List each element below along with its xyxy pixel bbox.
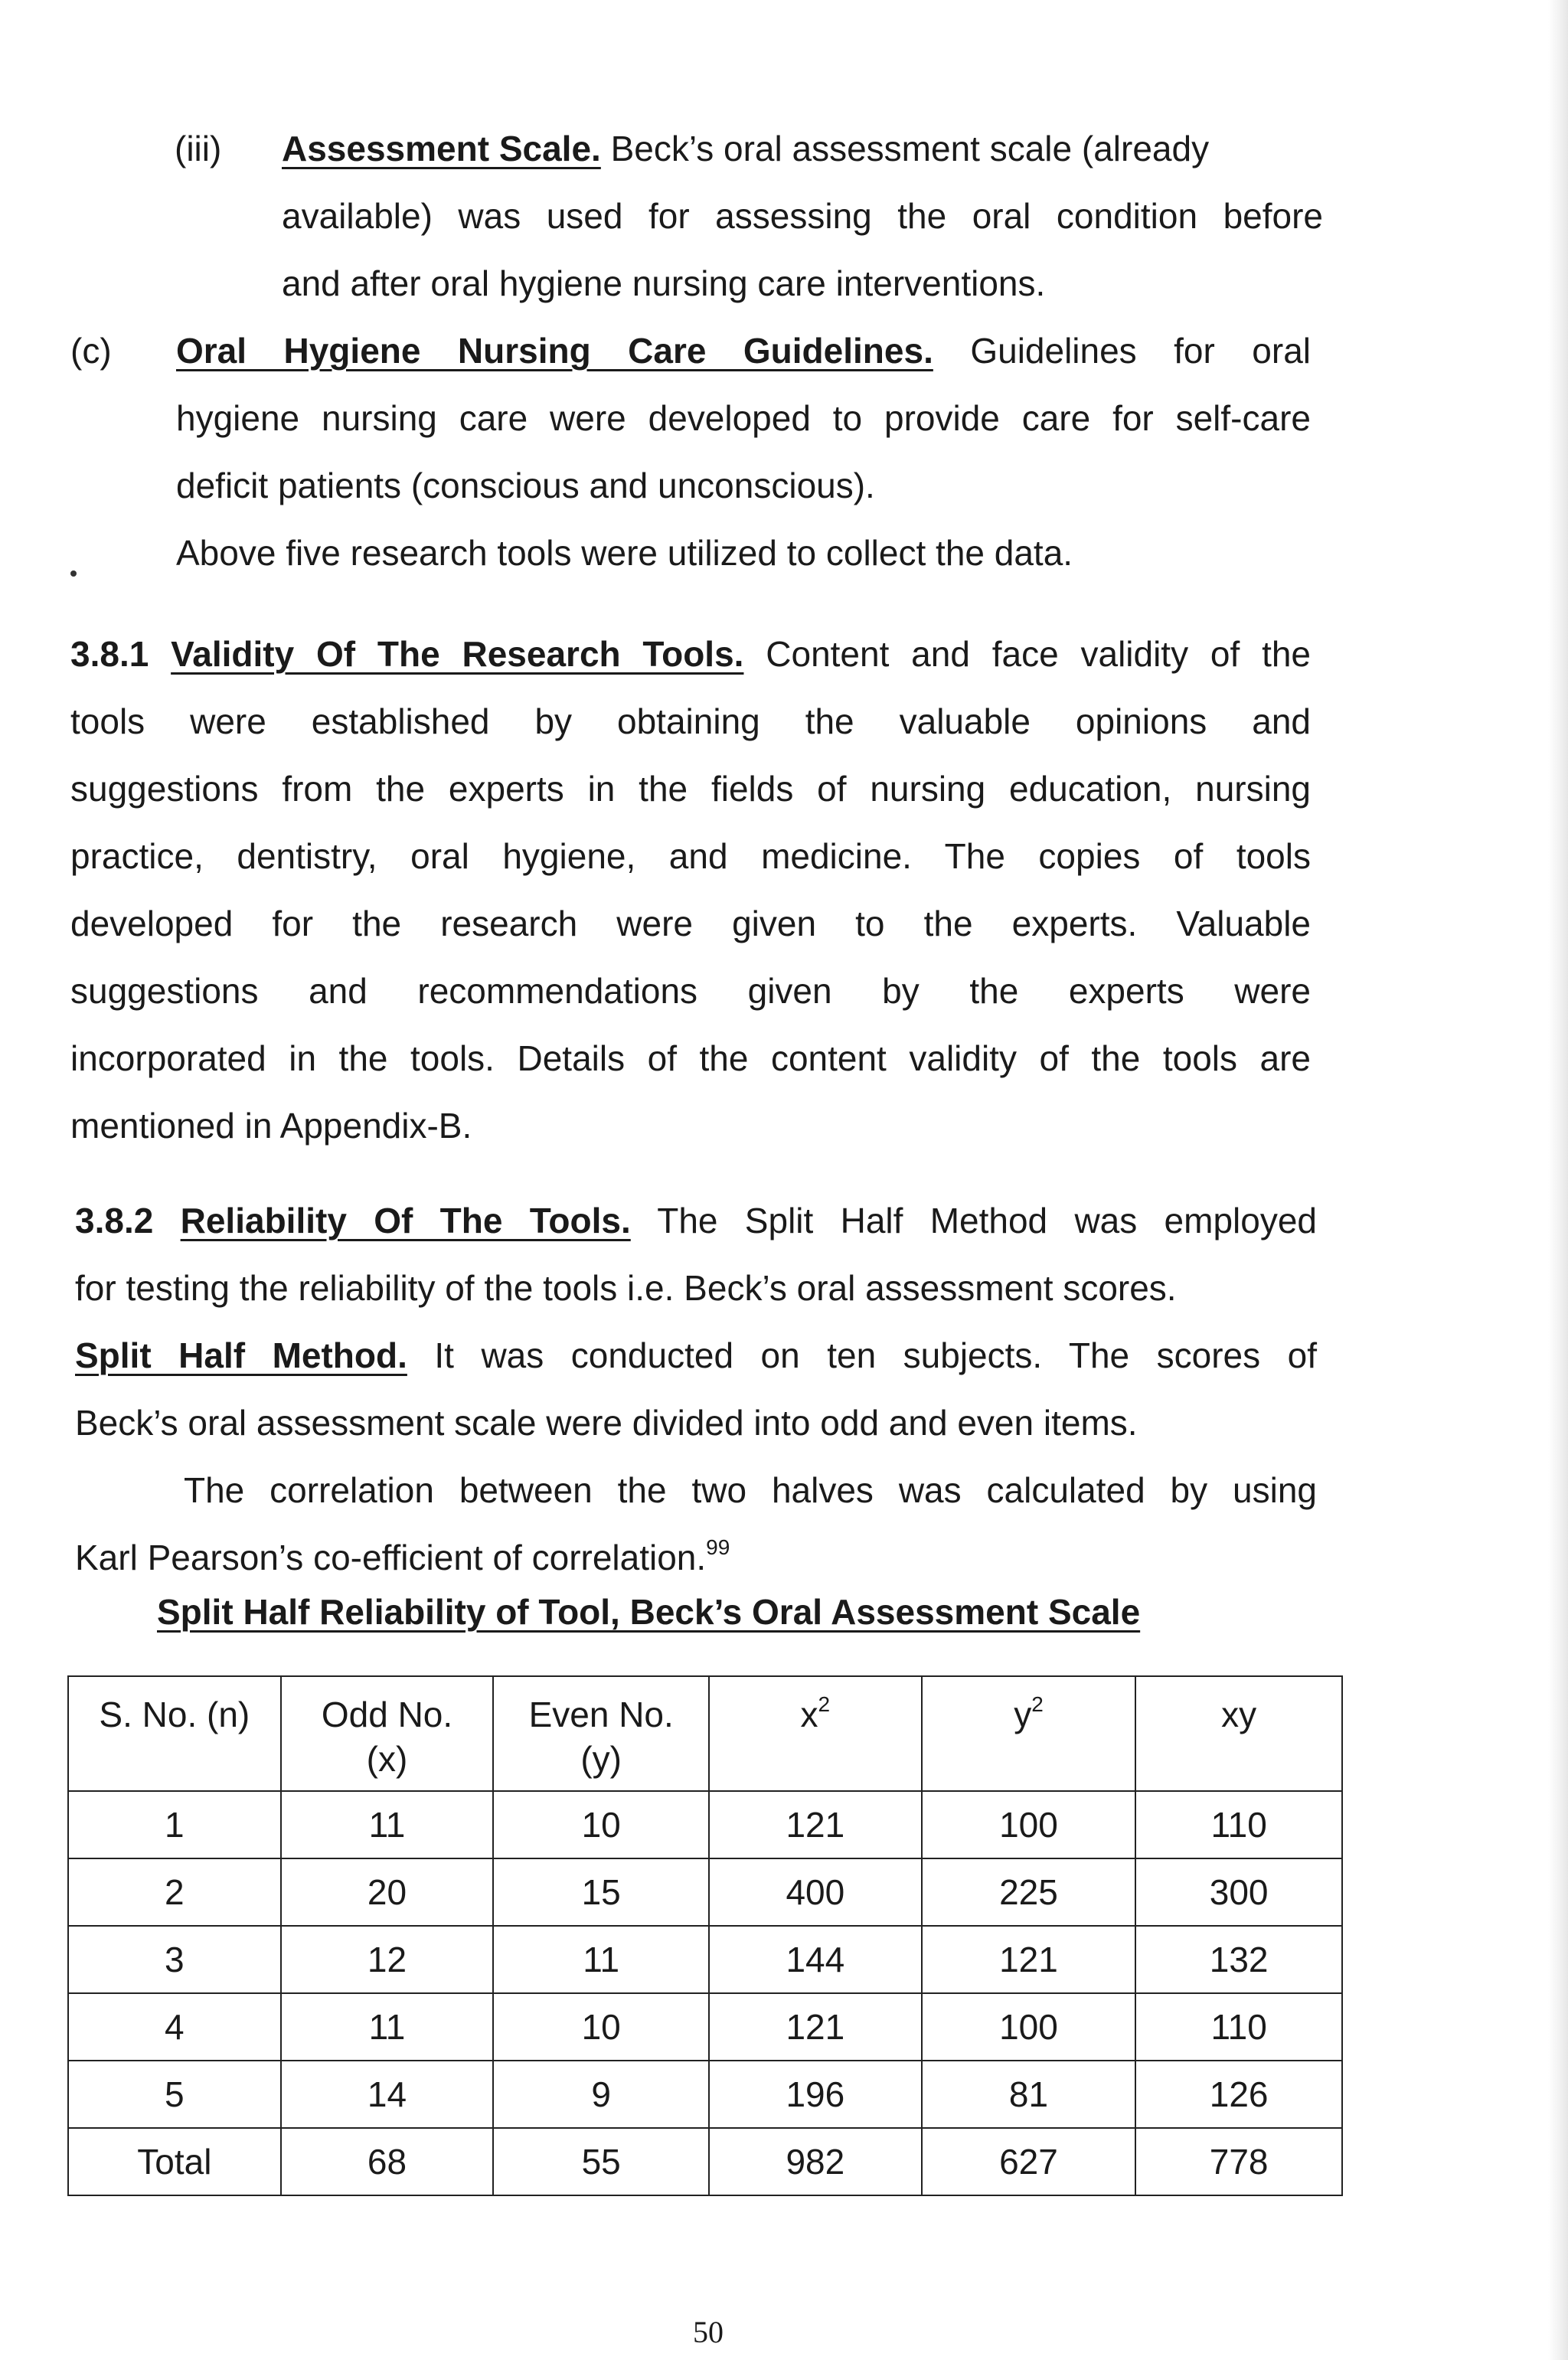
item-marker-iii: (iii) [175, 129, 222, 168]
cell-n: 2 [68, 1858, 281, 1926]
validity-line-3: suggestions from the experts in the fields of nursing education, nursing [70, 769, 1311, 809]
split-half-heading: Split Half Method. [75, 1335, 407, 1375]
cell-y: 55 [493, 2128, 709, 2195]
reliability-paragraph [75, 1187, 1317, 1591]
header-y2-exp: 2 [1031, 1692, 1044, 1716]
cell-xy: 126 [1135, 2061, 1342, 2128]
cell-x: 14 [281, 2061, 494, 2128]
guidelines-line-3: deficit patients (conscious and unconscious). [176, 466, 875, 505]
cell-n: 3 [68, 1926, 281, 1993]
table-row [68, 1926, 1342, 1993]
cell-x: 11 [281, 1993, 494, 2061]
guidelines-line-1 [176, 317, 1311, 384]
cell-n: 4 [68, 1993, 281, 2061]
table-row [68, 2061, 1342, 2128]
table-row [68, 1993, 1342, 2061]
cell-y2: 225 [922, 1858, 1136, 1926]
header-sno [68, 1676, 281, 1791]
cell-x2: 400 [709, 1858, 922, 1926]
header-odd [281, 1676, 494, 1791]
header-x2-base: x [800, 1695, 818, 1734]
reliability-number: 3.8.2 [75, 1201, 154, 1240]
reliability-heading: Reliability Of The Tools. [180, 1201, 631, 1240]
validity-line-4: practice, dentistry, oral hygiene, and medicine. The copies of tools [70, 836, 1311, 876]
cell-xy: 110 [1135, 1993, 1342, 2061]
cell-y: 15 [493, 1858, 709, 1926]
assessment-scale-line-2: available) was used for assessing the oral condition before [282, 196, 1323, 236]
validity-heading: Validity Of The Research Tools. [171, 634, 744, 674]
cell-y2: 627 [922, 2128, 1136, 2195]
header-xy-text: xy [1221, 1695, 1257, 1734]
table-total-row [68, 2128, 1342, 2195]
cell-x2: 121 [709, 1993, 922, 2061]
cell-y: 10 [493, 1791, 709, 1858]
guidelines-text-1: Guidelines for oral [970, 331, 1311, 371]
validity-line-7: incorporated in the tools. Details of the content validity of the tools are [70, 1038, 1311, 1078]
reliability-line-5: The correlation between the two halves was calculated by using [184, 1470, 1317, 1510]
assessment-scale-line-3: and after oral hygiene nursing care interventions. [282, 263, 1046, 303]
cell-xy: 132 [1135, 1926, 1342, 1993]
guidelines-line-4: Above five research tools were utilized to collect the data. [176, 533, 1073, 573]
reliability-text-1: The Split Half Method was employed [657, 1201, 1318, 1240]
cell-xy: 778 [1135, 2128, 1342, 2195]
split-half-table [67, 1675, 1343, 2196]
validity-paragraph [70, 620, 1311, 1159]
header-sno-text: S. No. (n) [99, 1695, 250, 1734]
cell-n: 5 [68, 2061, 281, 2128]
cell-x2: 121 [709, 1791, 922, 1858]
reliability-line-1 [75, 1187, 1317, 1254]
validity-line-2: tools were established by obtaining the valuable opinions and [70, 701, 1311, 741]
cell-y2: 81 [922, 2061, 1136, 2128]
scan-speck [70, 570, 77, 577]
reliability-line-2: for testing the reliability of the tools i.e. Beck’s oral assessment scores. [75, 1268, 1177, 1308]
assessment-scale-text-1: Beck’s oral assessment scale (already [610, 129, 1210, 168]
cell-y: 11 [493, 1926, 709, 1993]
validity-text-1: Content and face validity of the [766, 634, 1312, 674]
guidelines-paragraph [176, 317, 1311, 587]
guidelines-heading: Oral Hygiene Nursing Care Guidelines. [176, 331, 933, 371]
reliability-text-6: Karl Pearson’s co-efficient of correlation. [75, 1538, 707, 1577]
cell-y2: 121 [922, 1926, 1136, 1993]
header-y2-base: y [1014, 1695, 1032, 1734]
header-even [493, 1676, 709, 1791]
cell-y: 9 [493, 2061, 709, 2128]
cell-y2: 100 [922, 1791, 1136, 1858]
header-x2 [709, 1676, 922, 1791]
cell-x: 12 [281, 1926, 494, 1993]
header-x2-exp: 2 [818, 1692, 831, 1716]
header-even-line-2: (y) [580, 1739, 622, 1779]
cell-x2: 982 [709, 2128, 922, 2195]
cell-y2: 100 [922, 1993, 1136, 2061]
guidelines-line-2: hygiene nursing care were developed to provide care for self-care [176, 398, 1311, 438]
validity-line-1 [70, 620, 1311, 688]
table-header-row [68, 1676, 1342, 1791]
cell-xy: 300 [1135, 1858, 1342, 1926]
reliability-line-4: Beck’s oral assessment scale were divided into odd and even items. [75, 1403, 1138, 1443]
reliability-line-6 [75, 1524, 1317, 1591]
table-row [68, 1791, 1342, 1858]
cell-x: 68 [281, 2128, 494, 2195]
assessment-scale-paragraph [282, 115, 1323, 317]
validity-line-6: suggestions and recommendations given by the experts were [70, 971, 1311, 1011]
assessment-scale-line-1 [282, 115, 1323, 182]
cell-x: 11 [281, 1791, 494, 1858]
validity-number: 3.8.1 [70, 634, 149, 674]
cell-x: 20 [281, 1858, 494, 1926]
cell-x2: 196 [709, 2061, 922, 2128]
cell-n: 1 [68, 1791, 281, 1858]
header-y2 [922, 1676, 1136, 1791]
cell-n: Total [68, 2128, 281, 2195]
header-xy [1135, 1676, 1342, 1791]
reliability-line-3 [75, 1322, 1317, 1389]
cell-xy: 110 [1135, 1791, 1342, 1858]
cell-x2: 144 [709, 1926, 922, 1993]
footnote-ref: 99 [706, 1535, 730, 1559]
reliability-text-3: It was conducted on ten subjects. The scores of [434, 1335, 1318, 1375]
header-even-line-1: Even No. [528, 1695, 674, 1734]
scan-edge-shadow [1548, 0, 1568, 2360]
table-title: Split Half Reliability of Tool, Beck’s Oral Assessment Scale [157, 1592, 1141, 1632]
page-number: 50 [693, 2315, 724, 2349]
header-odd-line-2: (x) [366, 1739, 408, 1779]
validity-line-5: developed for the research were given to the experts. Valuable [70, 904, 1311, 943]
cell-y: 10 [493, 1993, 709, 2061]
table-row [68, 1858, 1342, 1926]
item-marker-c: (c) [70, 331, 112, 371]
validity-line-8: mentioned in Appendix-B. [70, 1106, 472, 1146]
assessment-scale-heading: Assessment Scale. [282, 129, 601, 168]
header-odd-line-1: Odd No. [321, 1695, 453, 1734]
